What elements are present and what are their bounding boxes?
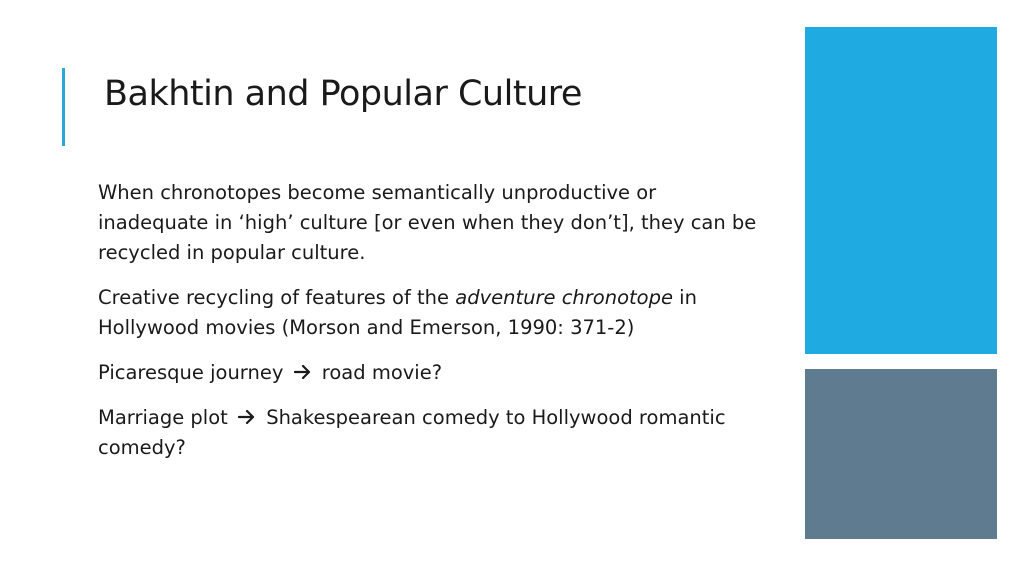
paragraph-marriage-plot — [98, 403, 758, 463]
slide-body — [98, 178, 758, 478]
italic-term: adventure chronotope — [455, 286, 673, 309]
paragraph-text-start: Marriage plot — [98, 406, 228, 429]
paragraph-text-end: Shakespearean comedy to Hollywood romantic comedy? — [98, 406, 726, 459]
paragraph-text-start: Picaresque journey — [98, 361, 284, 384]
paragraph-text-start: Creative recycling of features of the — [98, 286, 456, 309]
decorative-blue-block — [805, 27, 997, 354]
decorative-slate-block — [805, 369, 997, 539]
title-accent-rule — [62, 68, 65, 146]
paragraph-chronotopes — [98, 178, 758, 268]
paragraph-text-end: road movie? — [321, 361, 443, 384]
slide-title: Bakhtin and Popular Culture — [104, 74, 582, 114]
right-arrow-icon — [238, 409, 256, 425]
paragraph-text: When chronotopes become semantically unproductive or inadequate in ‘high’ culture [or even when they don’t], they can be recycled in popular culture. — [98, 181, 757, 264]
right-arrow-icon — [294, 364, 312, 380]
paragraph-text-end: in Hollywood movies (Morson and Emerson, 1990: 371-2) — [98, 286, 697, 339]
paragraph-picaresque — [98, 358, 758, 388]
paragraph-creative-recycling — [98, 283, 758, 343]
